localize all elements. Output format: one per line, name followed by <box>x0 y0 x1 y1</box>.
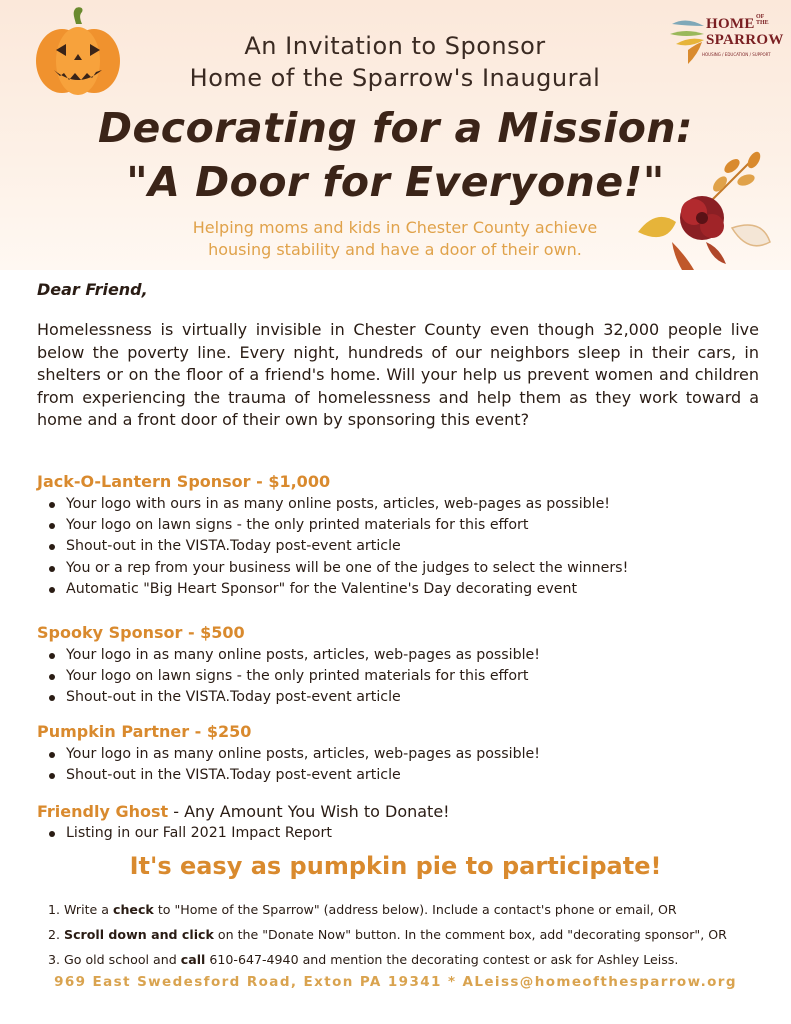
salutation: Dear Friend, <box>37 280 148 299</box>
list-item: Your logo in as many online posts, articles, web-pages as possible! <box>44 744 540 765</box>
sponsor-title-rest: - Any Amount You Wish to Donate! <box>168 802 450 821</box>
sponsor-perks-pumpkin-partner <box>44 744 540 786</box>
list-item: Shout-out in the VISTA.Today post-event article <box>44 687 540 708</box>
list-item: Your logo on lawn signs - the only printed materials for this effort <box>44 515 628 536</box>
sponsor-title-jack-o-lantern <box>37 472 330 491</box>
logo-text-sparrow: SPARROW <box>706 32 784 48</box>
sponsor-title-spooky <box>37 623 245 642</box>
list-item: Shout-out in the VISTA.Today post-event article <box>44 765 540 786</box>
invitation-line-1: An Invitation to Sponsor <box>244 32 546 60</box>
invitation-line-2: Home of the Sparrow's Inaugural <box>189 64 601 92</box>
list-item: Your logo with ours in as many online posts, articles, web-pages as possible! <box>44 494 628 515</box>
step-text-post: on the "Donate Now" button. In the comment box, add "decorating sponsor", OR <box>213 927 727 942</box>
step-text-bold: check <box>112 902 154 917</box>
logo-text-home: HOME <box>706 16 755 32</box>
sponsor-title-text: Friendly Ghost <box>37 802 169 821</box>
autumn-leaves-icon <box>636 146 776 270</box>
tagline-line-1: Helping moms and kids in Chester County achieve <box>192 218 598 237</box>
page-title-line-2: "A Door for Everyone!" <box>126 158 665 206</box>
sparrow-logo <box>668 14 784 68</box>
step-item <box>48 897 727 922</box>
logo-tagline: HOUSING / EDUCATION / SUPPORT <box>702 52 771 57</box>
sponsor-title-text: Jack-O-Lantern Sponsor - $1,000 <box>37 472 331 491</box>
list-item: Shout-out in the VISTA.Today post-event article <box>44 536 628 557</box>
list-item: Automatic "Big Heart Sponsor" for the Valentine's Day decorating event <box>44 579 628 600</box>
participate-heading: It's easy as pumpkin pie to participate! <box>129 852 662 880</box>
step-text-bold: Scroll down and click <box>64 927 214 942</box>
step-text-pre: Go old school and <box>64 952 181 967</box>
list-item: Listing in our Fall 2021 Impact Report <box>44 823 332 844</box>
tagline-line-2: housing stability and have a door of their own. <box>208 240 582 259</box>
step-number: 2. <box>48 927 61 942</box>
step-number: 3. <box>48 952 61 967</box>
jack-o-lantern-icon <box>32 6 124 98</box>
step-number: 1. <box>48 902 61 917</box>
footer-address: 969 East Swedesford Road, Exton PA 19341 * ALeiss@homeofthesparrow.org <box>54 974 737 990</box>
sponsor-title-text: Pumpkin Partner - $250 <box>37 722 252 741</box>
sponsor-title-friendly-ghost <box>37 802 450 821</box>
sponsor-perks-friendly-ghost <box>44 823 332 844</box>
step-item <box>48 947 727 972</box>
sparrow-logo-icon <box>668 14 708 68</box>
sponsor-title-pumpkin-partner <box>37 722 251 741</box>
step-text-post: 610-647-4940 and mention the decorating contest or ask for Ashley Leiss. <box>205 952 679 967</box>
list-item: You or a rep from your business will be one of the judges to select the winners! <box>44 558 628 579</box>
intro-paragraph: Homelessness is virtually invisible in Chester County even though 32,000 people live below the poverty line. Every night, hundreds of our neighbors sleep in their cars, in shelters or on the floor of a friend's home. Will your help us prevent women and children from experiencing the trauma of homelessness and help them as they work toward a home and a front door of their own by sponsoring this event? <box>37 320 759 430</box>
sponsor-perks-spooky <box>44 645 540 709</box>
list-item: Your logo in as many online posts, articles, web-pages as possible! <box>44 645 540 666</box>
sponsor-title-text: Spooky Sponsor - $500 <box>37 623 245 642</box>
header-banner <box>0 0 791 270</box>
page-title-line-1: Decorating for a Mission: <box>97 104 694 152</box>
participate-steps <box>48 897 727 972</box>
sponsor-perks-jack-o-lantern <box>44 494 628 600</box>
step-text-pre: Write a <box>64 902 113 917</box>
list-item: Your logo on lawn signs - the only printed materials for this effort <box>44 666 540 687</box>
step-text-post: to "Home of the Sparrow" (address below). Include a contact's phone or email, OR <box>153 902 677 917</box>
logo-text-of-the: OF THE <box>756 14 769 26</box>
step-text-bold: call <box>180 952 206 967</box>
step-item <box>48 922 727 947</box>
